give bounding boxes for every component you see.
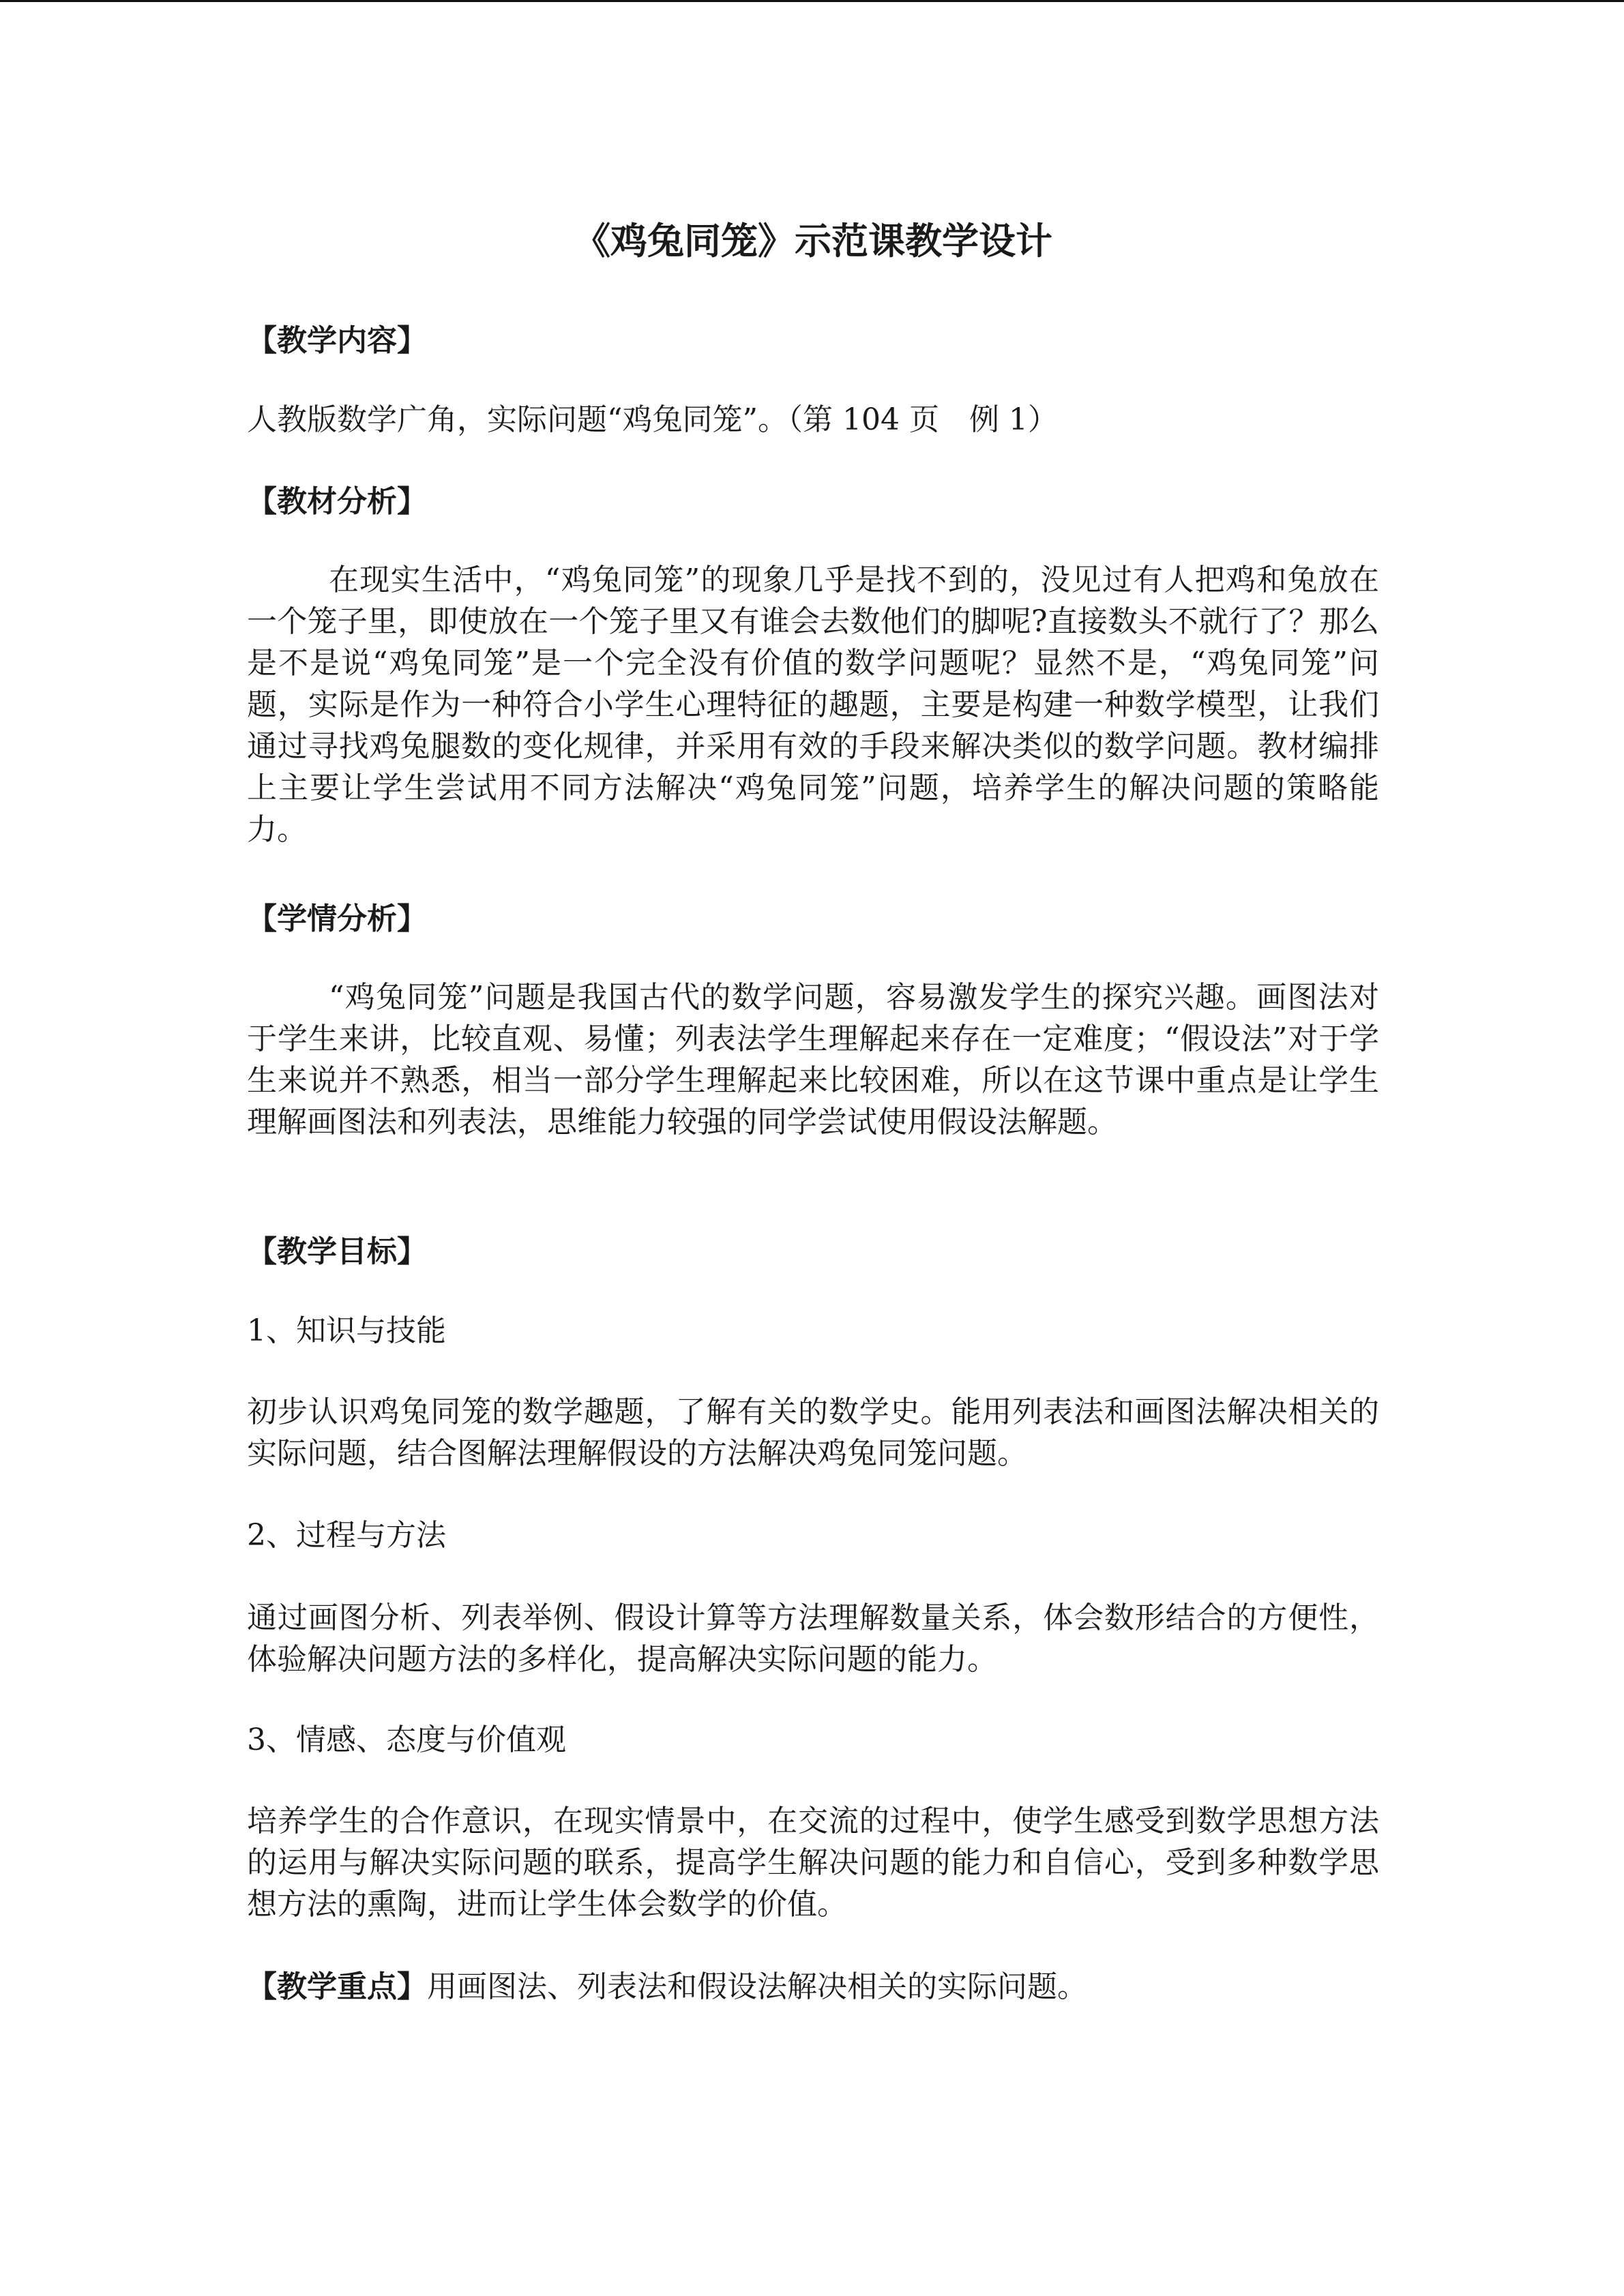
heading-teaching-content: 【教学内容】 [247,323,427,358]
teaching-content-text: 人教版数学广角，实际问题“鸡兔同笼”。（第 104 页 例 1） [247,402,1058,437]
goal-1-text: 初步认识鸡兔同笼的数学趣题，了解有关的数学史。能用列表法和画图法解决相关的实际问题，结合图解法理解假设的方法解决鸡兔同笼问题。 [247,1395,1379,1471]
key-point-line [247,1967,1087,2008]
heading-student-analysis: 【学情分析】 [247,901,427,936]
goal-1-label: 1、知识与技能 [247,1313,446,1348]
material-analysis-text: 在现实生活中，“鸡兔同笼”的现象几乎是找不到的，没见过有人把鸡和兔放在一个笼子里，即使放在一个笼子里又有谁会去数他们的脚呢?直接数头不就行了？那么是不是说“鸡兔同笼”是一个完全没有价值的数学问题呢？显然不是，“鸡兔同笼”问题，实际是作为一种符合小学生心理特征的趣题，主要是构建一种数学模型，让我们通过寻找鸡兔腿数的变化规律，并采用有效的手段来解决类似的数学问题。教材编排上主要让学生尝试用不同方法解决“鸡兔同笼”问题，培养学生的解决问题的策略能力。 [247,563,1379,847]
heading-key-point: 【教学重点】 [247,1969,427,2004]
top-border-line [0,0,1624,2]
goal-3-text: 培养学生的合作意识，在现实情景中，在交流的过程中，使学生感受到数学思想方法的运用与解决实际问题的联系，提高学生解决问题的能力和自信心，受到多种数学思想方法的熏陶，进而让学生体会数学的价值。 [247,1804,1379,1922]
key-point-text: 用画图法、列表法和假设法解决相关的实际问题。 [427,1969,1087,2004]
document-title: 《鸡兔同笼》示范课教学设计 [574,219,1052,263]
student-analysis-text: “鸡兔同笼”问题是我国古代的数学问题，容易激发学生的探究兴趣。画图法对于学生来讲，比较直观、易懂；列表法学生理解起来存在一定难度；“假设法”对于学生来说并不熟悉，相当一部分学生理解起来比较困难，所以在这节课中重点是让学生理解画图法和列表法，思维能力较强的同学尝试使用假设法解题。 [247,980,1379,1139]
heading-teaching-goals: 【教学目标】 [247,1234,427,1269]
goal-2-label: 2、过程与方法 [247,1518,446,1553]
heading-material-analysis: 【教材分析】 [247,484,427,519]
goal-3-label: 3、情感、态度与价值观 [247,1723,566,1757]
goal-2-text: 通过画图分析、列表举例、假设计算等方法理解数量关系，体会数形结合的方便性，体验解决问题方法的多样化，提高解决实际问题的能力。 [247,1600,1379,1677]
